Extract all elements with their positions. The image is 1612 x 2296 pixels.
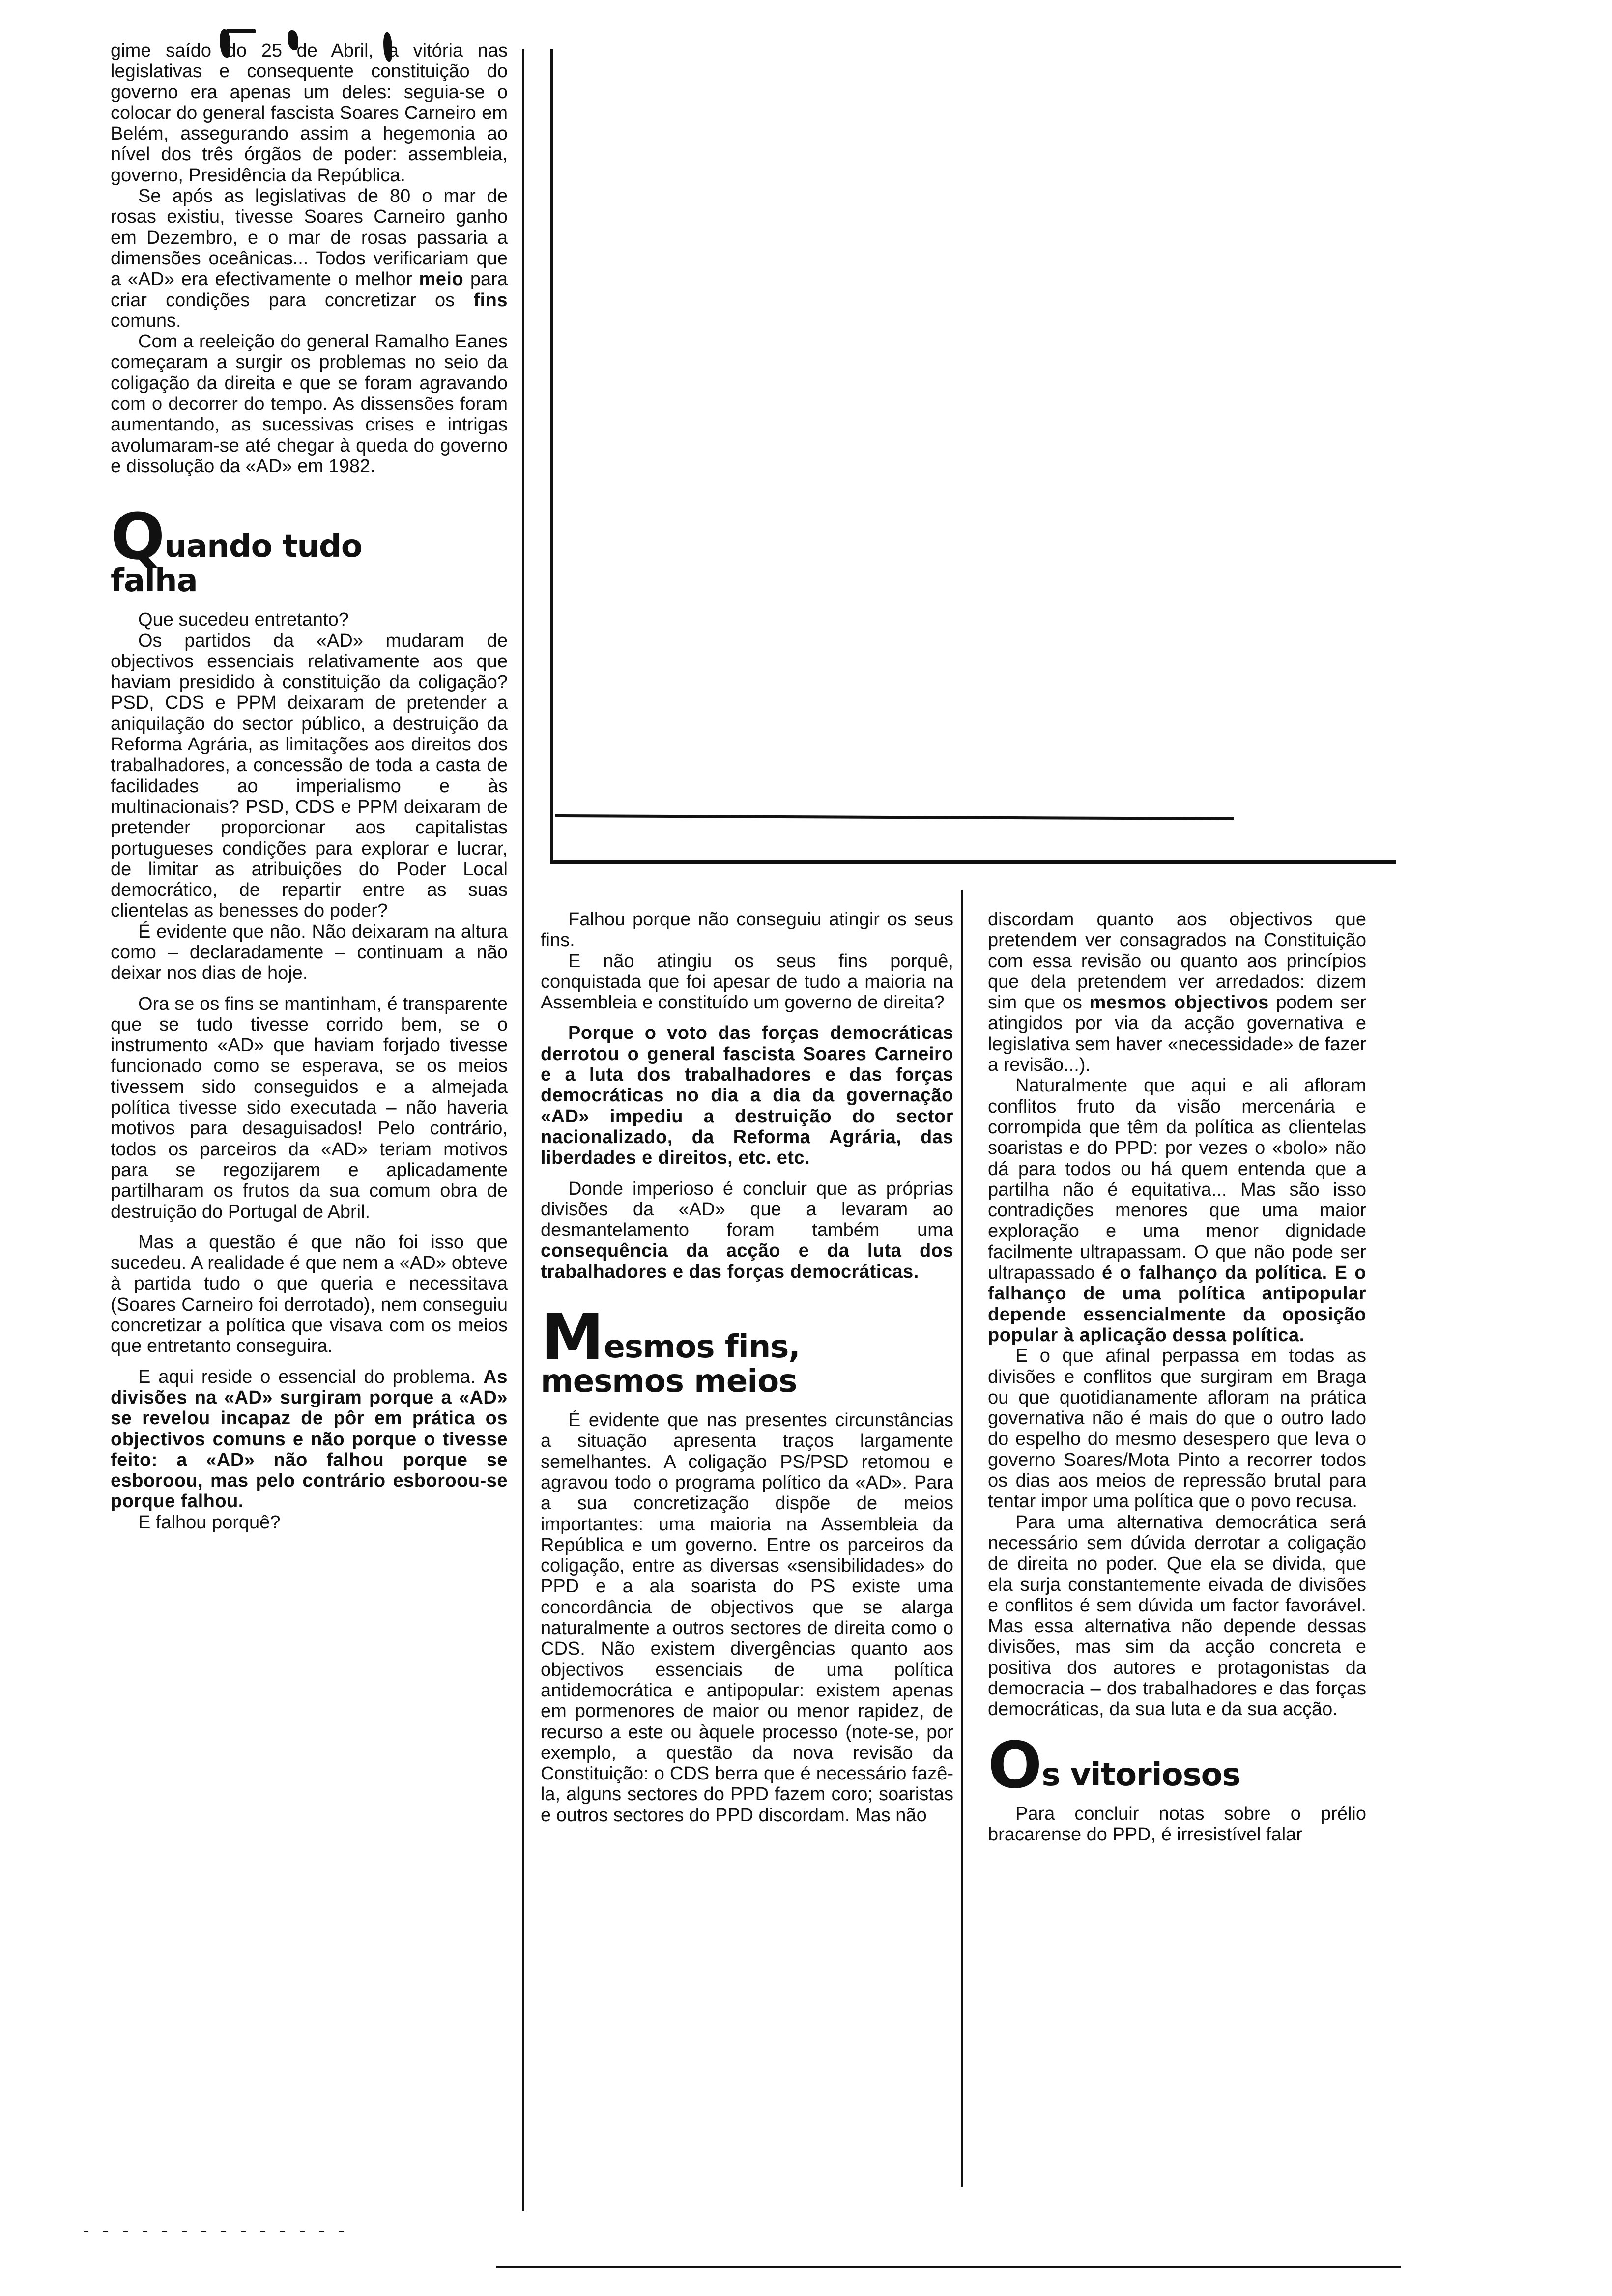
- paragraph: E falhou porquê?: [138, 1512, 281, 1533]
- paragraph: Que sucedeu entretanto?: [138, 609, 349, 631]
- box-left-border: [550, 49, 553, 862]
- paragraph: Ora se os fins se mantinham, é transparente que se tudo tivesse corrido bem, se o instrumento «AD» que haviam forjado tivesse funcionado como se esperava, se os meios tivessem sido conseguidos e a almejada política tivesse sido executada – não haveria motivos para desaguisados! Pelo contrário, todos os parceiros da «AD» teriam motivos para se regozijarem e aplicadamente partilharam os frutos da sua comum obra de destruição do Portugal de Abril.: [111, 993, 508, 1222]
- paragraph: Para uma alternativa democrática será necessário sem dúvida derrotar a coligação de direita no poder. Que ela se divida, que ela surja constantemente eivada de divisões e conflitos é sem dúvida um factor favorável. Mas essa alternativa não depende dessas divisões, mas sim da acção concreta e positiva dos autores e protagonistas da democracia – dos trabalhadores e das forças democráticas, da sua luta e da sua acção.: [988, 1512, 1366, 1720]
- bold-span: consequência da acção e da luta dos trabalhadores e das forças democráticas.: [541, 1240, 953, 1282]
- paragraph: [111, 186, 508, 331]
- paragraph: Mas a questão é que não foi isso que sucedeu. A realidade é que nem a «AD» obteve à partida tudo o que queria e necessitava (Soares Carneiro foi derrotado), nem conseguiu concretizar a política que visava com os meios que entretanto conseguira.: [111, 1232, 508, 1357]
- paragraph: [111, 1367, 508, 1512]
- column-rule-left: [522, 49, 524, 2211]
- text-span: Donde imperioso é concluir que as próprias divisões da «AD» que a levaram ao desmantelamento foram também uma: [541, 1178, 953, 1241]
- box-inner-line: [555, 814, 1234, 820]
- paragraph: [541, 1023, 953, 1168]
- col1-bottom-dotted-rule: [84, 2231, 359, 2232]
- heading-line2: falha: [111, 563, 198, 600]
- column-rule-right: [961, 890, 963, 2187]
- text-span: para criar condições para concretizar os: [111, 269, 508, 311]
- bold-span: fins: [473, 289, 508, 311]
- text-span: podem ser atingidos por via da acção governativa e legislativa sem haver «necessidade» de fazer a revisão...).: [988, 992, 1367, 1076]
- paragraph: [541, 1178, 953, 1282]
- column-2: [541, 909, 953, 1826]
- heading-initial: O: [988, 1727, 1042, 1803]
- text-span: E aqui reside o essencial do problema.: [138, 1366, 484, 1387]
- heading-text: esmos fins,: [604, 1329, 800, 1366]
- section-heading-os-vitoriosos: [988, 1727, 1366, 1803]
- column-3: [988, 909, 1366, 1845]
- section-heading-mesmos-fins: [541, 1300, 953, 1400]
- heading-text: uando tudo: [164, 528, 362, 565]
- paragraph: É evidente que não. Não deixaram na altura como – declaradamente – continuam a não deixar nos dias de hoje.: [111, 921, 508, 984]
- paragraph: Para concluir notas sobre o prélio bracarense do PPD, é irresistível falar: [988, 1803, 1366, 1845]
- page-bottom-rule: [496, 2266, 1401, 2268]
- bold-span: meio: [419, 269, 464, 290]
- bold-span: As divisões na «AD» surgiram porque a «AD» se revelou incapaz de pôr em prática os objectivos comuns e não porque o tivesse feito: a «AD» não falhou porque se esboroou, mas pelo contrário esboroou-se porque falhou.: [111, 1366, 508, 1512]
- column-1: [111, 40, 508, 1533]
- paragraph: E não atingiu os seus fins porquê, conquistada que foi apesar de tudo a maioria na Assembleia e constituído um governo de direita?: [541, 950, 953, 1013]
- heading-initial: M: [541, 1300, 604, 1375]
- bold-span: Porque o voto das forças democráticas derrotou o general fascista Soares Carneiro e a luta dos trabalhadores e das forças democráticas no dia a dia da governação «AD» impediu a destruição do sector nacionalizado, da Reforma Agrária, das liberdades e direitos, etc. etc.: [541, 1023, 953, 1169]
- bold-span: é o falhanço da política. E o falhanço de uma política antipopular depende essencialmente da oposição popular à aplicação dessa política.: [988, 1263, 1366, 1346]
- paragraph: gime saído do 25 de Abril, a vitória nas legislativas e consequente constituição do governo era apenas um deles: seguia-se o colocar do general fascista Soares Carneiro em Belém, assegurando assim a hegemonia ao nível dos três órgãos de poder: assembleia, governo, Presidência da República.: [111, 40, 508, 186]
- text-span: Naturalmente que aqui e ali afloram conflitos fruto da visão mercenária e corrompida que têm da política as clientelas soaristas e do PPD: por vezes o «bolo» não dá para todos ou há quem entenda que a partilha não é equitativa... Mas são isso contradições menores que uma maior exploração e uma menor dignidade facilmente ultrapassam. O que não pode ser ultrapassado: [988, 1075, 1366, 1284]
- bold-span: mesmos objectivos: [1089, 992, 1269, 1013]
- box-bottom-border: [550, 860, 1396, 864]
- section-heading-quando-tudo-falha: [111, 499, 508, 600]
- paragraph: É evidente que nas presentes circunstâncias a situação apresenta traços largamente semelhantes. A coligação PS/PSD retomou e agravou todo o programa político da «AD». Para a sua concretização dispõe de meios importantes: uma maioria na Assembleia da República e um governo. Entre os parceiros da coligação, entre as diversas «sensibilidades» do PPD e a ala soarista do PS existe uma concordância de objectivos que se alarga naturalmente a outros sectores de direita como o CDS. Não existem divergências quanto aos objectivos essenciais de uma política antidemocrática e antipopular: existem apenas em pormenores de maior ou menor rapidez, de recurso a este ou àquele processo (note-se, por exemplo, a questão da nova revisão da Constituição: o CDS berra que é necessário fazê-la, alguns sectores do PPD fazem coro; soaristas e outros sectores do PPD discordam. Mas não: [541, 1410, 953, 1826]
- text-span: Se após as legislativas de 80 o mar de rosas existiu, tivesse Soares Carneiro ganho em Dezembro, e o mar de rosas passaria a dimensões oceânicas... Todos verificariam que a «AD» era efectivamente o melhor: [111, 186, 508, 290]
- heading-line2: mesmos meios: [541, 1363, 797, 1400]
- heading-initial: Q: [111, 499, 165, 574]
- paragraph: Falhou porque não conseguiu atingir os seus fins.: [541, 909, 953, 951]
- paragraph: [988, 1075, 1366, 1346]
- paragraph: Os partidos da «AD» mudaram de objectivos essenciais relativamente aos que haviam presidido à constituição da coligação? PSD, CDS e PPM deixaram de pretender a aniquilação do sector público, a destruição da Reforma Agrária, as limitações aos direitos dos trabalhadores, a concessão de toda a casta de facilidades ao imperialismo e às multinacionais? PSD, CDS e PPM deixaram de pretender proporcionar aos capitalistas portugueses condições para explorar e lucrar, de limitar as atribuições do Poder Local democrático, de repartir entre as suas clientelas as benesses do poder?: [111, 630, 508, 921]
- heading-text: s vitoriosos: [1041, 1756, 1240, 1793]
- text-span: discordam quanto aos objectivos que pretendem ver consagrados na Constituição com essa revisão ou quanto aos princípios que dela pretendem ver arredados: dizem sim que os: [988, 909, 1366, 1013]
- paragraph: E o que afinal perpassa em todas as divisões e conflitos que surgiram em Braga ou que quotidianamente afloram na prática governativa não é mais do que o outro lado do espelho do mesmo desespero que leva o governo Soares/Mota Pinto a recorrer todos os dias aos meios de repressão brutal para tentar impor uma política que o povo recusa.: [988, 1346, 1366, 1512]
- ink-blot: [226, 29, 256, 33]
- paragraph: Com a reeleição do general Ramalho Eanes começaram a surgir os problemas no seio da coligação da direita e que se foram agravando com o decorrer do tempo. As dissensões foram aumentando, as sucessivas crises e intrigas avolumaram-se até chegar à queda do governo e dissolução da «AD» em 1982.: [111, 331, 508, 477]
- text-span: comuns.: [111, 310, 181, 331]
- paragraph: [988, 909, 1366, 1075]
